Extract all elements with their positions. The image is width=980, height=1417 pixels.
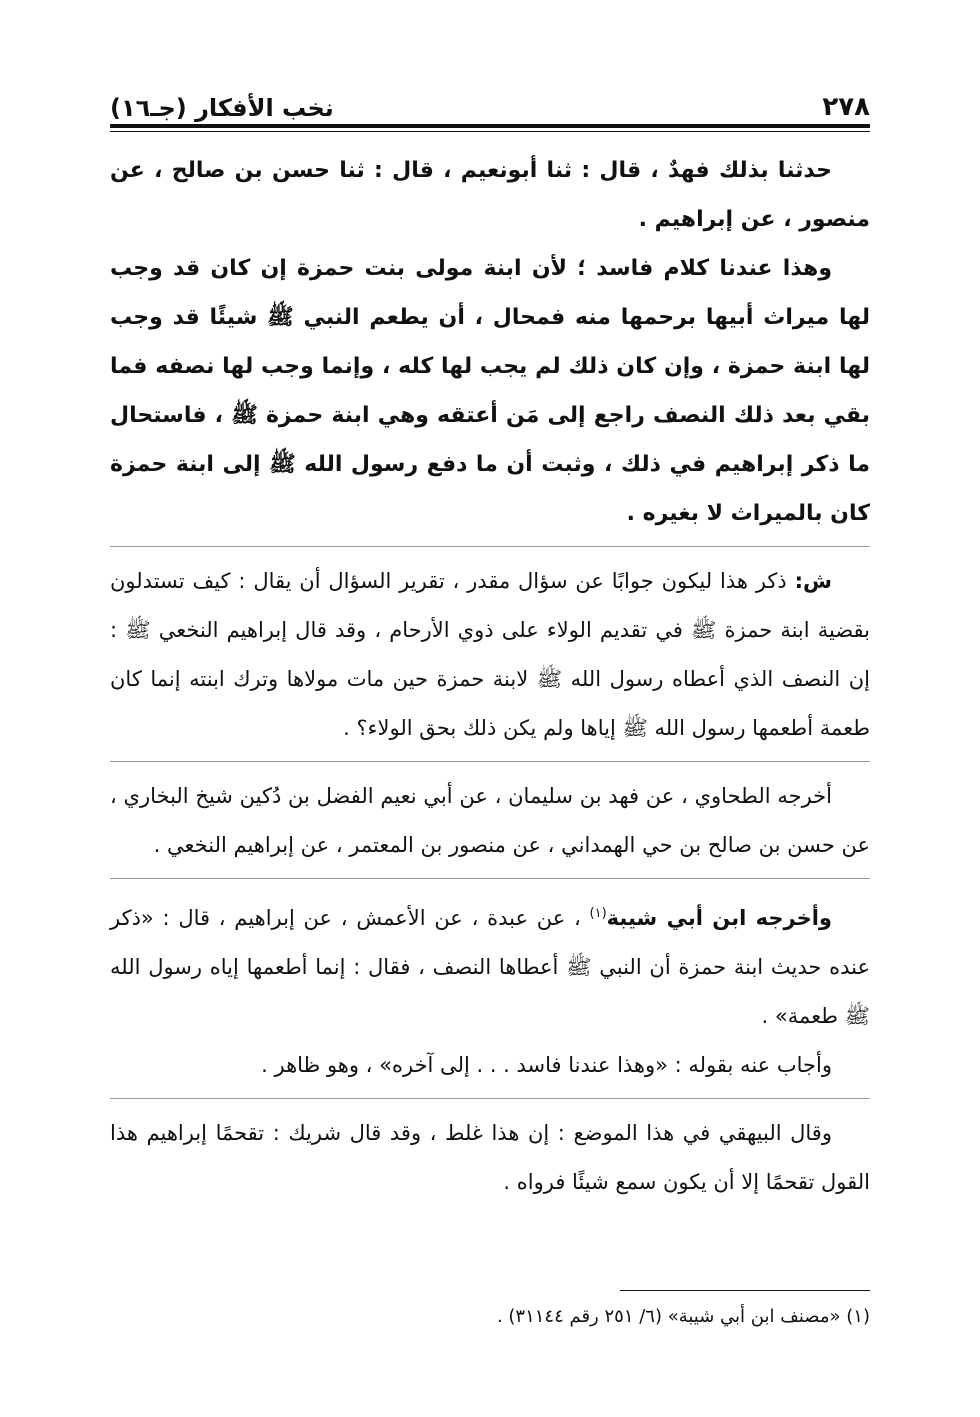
sharh-paragraph-3 xyxy=(110,889,870,1041)
footnote-ref[interactable]: (١) xyxy=(589,906,607,921)
sharh-text-1: ذكر هذا ليكون جوابًا عن سؤال مقدر ، تقرير السؤال أن يقال : كيف تستدلون بقضية ابنة حمزة ﷺ في تقديم الولاء على ذوي الأرحام ، وقد قال إبراهيم النخعي ﷺ : إن النصف الذي أعطاه رسول الله ﷺ لابنة حمزة حين مات مولاها وترك ابنته إنما كان طعمة أطعمها رسول الله ﷺ إياها ولم يكن ذلك بحق الولاء؟ . xyxy=(110,569,870,740)
book-title: نخب الأفكار (جـ١٦) xyxy=(110,94,334,122)
section-divider-3 xyxy=(110,878,870,879)
page-header xyxy=(110,78,870,122)
takhrij-lead: وأخرجه ابن أبي شيبة xyxy=(606,906,832,930)
matn-paragraph-1: حدثنا بذلك فهدٌ ، قال : ثنا أبونعيم ، قال : ثنا حسن بن صالح ، عن منصور ، عن إبراهيم . xyxy=(110,158,870,232)
header-rule-thin xyxy=(110,131,870,132)
sharh-mark: ش: xyxy=(794,569,832,593)
sharh-paragraph-2: أخرجه الطحاوي ، عن فهد بن سليمان ، عن أبي نعيم الفضل بن دُكين شيخ البخاري ، عن حسن بن صالح بن حي الهمداني ، عن منصور بن المعتمر ، عن إبراهيم النخعي . xyxy=(110,784,870,857)
page-body xyxy=(110,146,870,1207)
section-divider-2 xyxy=(110,761,870,762)
sharh-paragraph-1 xyxy=(110,557,870,753)
footnote: (١) «مصنف ابن أبي شيبة» (٦/ ٢٥١ رقم ٣١١٤٤) . xyxy=(496,1306,870,1327)
header-rule-thick xyxy=(110,124,870,128)
section-divider-4 xyxy=(110,1098,870,1099)
sharh-text-3: ، عن عبدة ، عن الأعمش ، عن إبراهيم ، قال : «ذكر عنده حديث ابنة حمزة أن النبي ﷺ أعطاها النصف ، فقال : إنما أطعمها إياه رسول الله ﷺ طعمة» . xyxy=(110,906,870,1028)
sharh-paragraph-4: وأجاب عنه بقوله : «وهذا عندنا فاسد . . . إلى آخره» ، وهو ظاهر . xyxy=(261,1053,832,1077)
matn-paragraph-2: وهذا عندنا كلام فاسد ؛ لأن ابنة مولى بنت حمزة إن كان قد وجب لها ميراث أبيها برحمها منه فمحال ، أن يطعم النبي ﷺ شيئًا قد وجب لها ابنة حمزة ، وإن كان ذلك لم يجب لها كله ، وإنما وجب لها نصفه فما بقي بعد ذلك النصف راجع إلى مَن أعتقه وهي ابنة حمزة ﷺ ، فاستحال ما ذكر إبراهيم في ذلك ، وثبت أن ما دفع رسول الله ﷺ إلى ابنة حمزة كان بالميراث لا بغيره . xyxy=(110,256,870,526)
page-number: ٢٧٨ xyxy=(822,92,870,122)
sharh-paragraph-5: وقال البيهقي في هذا الموضع : إن هذا غلط ، وقد قال شريك : تقحمًا إبراهيم هذا القول تقحمًا إلا أن يكون سمع شيئًا فرواه . xyxy=(110,1121,870,1194)
section-divider-1 xyxy=(110,546,870,547)
footnote-rule xyxy=(620,1290,870,1291)
